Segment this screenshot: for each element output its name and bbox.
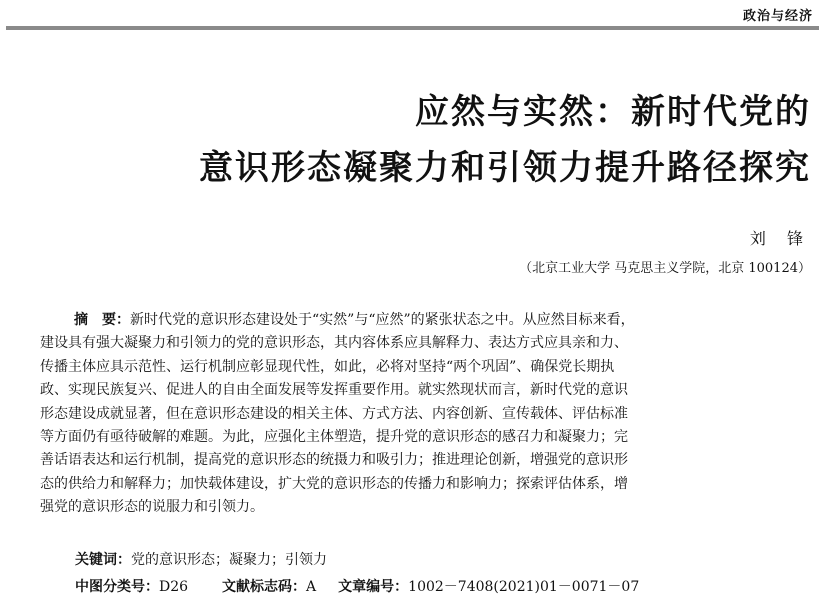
abstract-text: 新时代党的意识形态建设处于“实然”与“应然”的紧张状态之中。从应然目标来看， [130, 312, 635, 328]
abstract-line: 传播主体应具示范性、运行机制应彰显现代性，如此，必将对坚持“两个巩固”、确保党长期执 [40, 358, 615, 375]
document-code-value: A [306, 579, 317, 595]
article-id-value: 1002－7408(2021)01－0071－07 [408, 579, 640, 595]
abstract-line: 态的供给力和解释力；加快载体建设，扩大党的意识形态的传播力和影响力；探索评估体系，增 [40, 475, 628, 492]
classification-line [75, 576, 639, 596]
document-code-label: 文献标志码： [222, 579, 307, 595]
abstract-line: 政、实现民族复兴、促进人的自由全面发展等发挥重要作用。就实然现状而言，新时代党的意识 [40, 382, 628, 399]
keywords-label: 关键词： [75, 552, 131, 568]
abstract-label: 摘 要： [74, 312, 130, 328]
section-label: 政治与经济 [742, 9, 813, 24]
abstract-line: 强党的意识形态的说服力和引领力。 [40, 499, 264, 516]
article-title-line-1: 应然与实然：新时代党的 [415, 92, 811, 132]
article-title-line-2: 意识形态凝聚力和引领力提升路径探究 [199, 148, 811, 188]
keywords [75, 549, 327, 569]
author-name: 刘 锋 [749, 229, 811, 248]
author-affiliation: （北京工业大学 马克思主义学院，北京 100124） [519, 261, 811, 276]
header-rule [6, 26, 819, 30]
clc-label: 中图分类号： [75, 579, 159, 595]
abstract [40, 309, 782, 520]
abstract-line: 等方面仍有亟待破解的难题。为此，应强化主体塑造，提升党的意识形态的感召力和凝聚力；完 [40, 429, 628, 446]
article-id-label: 文章编号： [338, 579, 409, 595]
abstract-line [40, 309, 782, 332]
abstract-line: 形态建设成就显著，但在意识形态建设的相关主体、方式方法、内容创新、宣传载体、评估标准 [40, 405, 628, 422]
clc-value: D26 [159, 579, 189, 595]
abstract-line: 建设具有强大凝聚力和引领力的党的意识形态，其内容体系应具解释力、表达方式应具亲和力、 [40, 335, 628, 352]
abstract-line: 善话语表达和运行机制，提高党的意识形态的统摄力和吸引力；推进理论创新，增强党的意识形 [40, 452, 628, 469]
keywords-value: 党的意识形态；凝聚力；引领力 [131, 552, 327, 568]
